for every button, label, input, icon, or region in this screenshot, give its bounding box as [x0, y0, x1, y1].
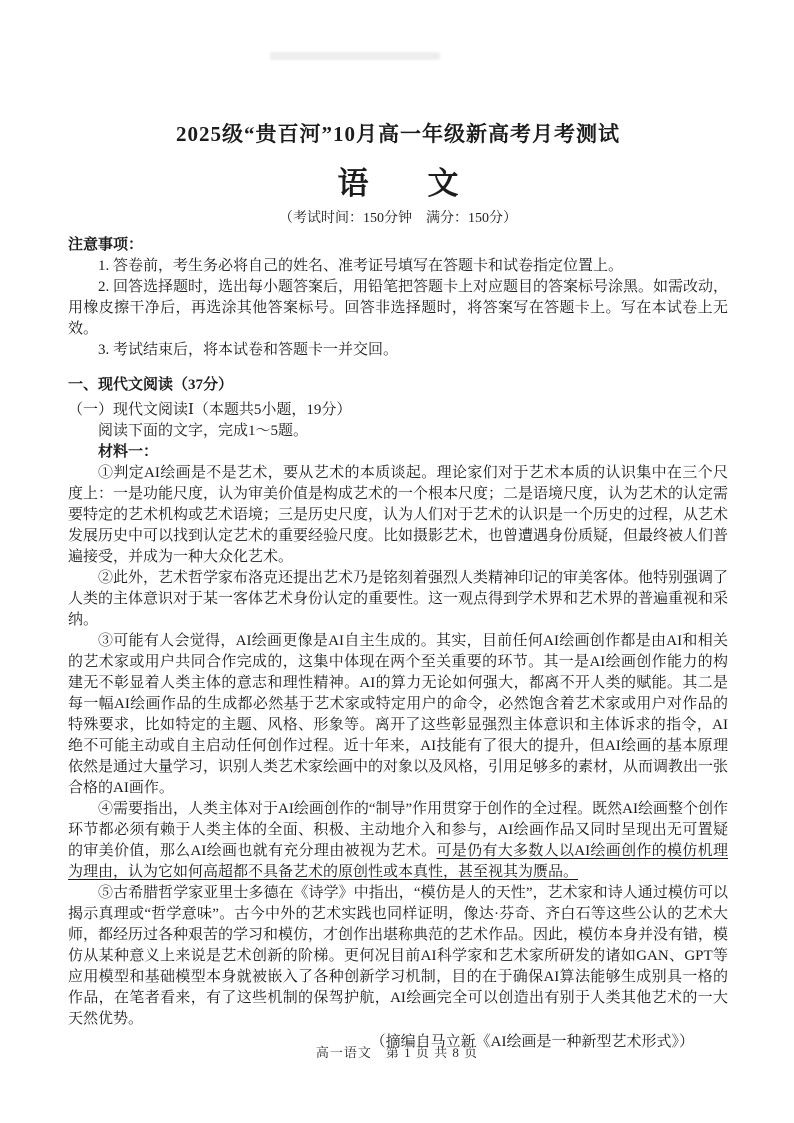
material-paragraph-1: ①判定AI绘画是不是艺术，要从艺术的本质谈起。理论家们对于艺术本质的认识集中在三个尺度上：一是功能尺度，认为审美价值是构成艺术的一个根本尺度；二是语境尺度，认为艺术的认定需要特定的艺术机构或艺术语境；三是历史尺度，认为人们对于艺术的认识是一个历史的过程，从艺术发展历史中可以找到认定艺术的重要经验尺度。比如摄影艺术，也曾遭遇身份质疑，但最终被人们普遍接受，并成为一种大众化艺术。	[68, 465, 729, 565]
reading-instruction: 阅读下面的文字，完成1～5题。	[98, 423, 309, 439]
exam-title: 2025级“贵百河”10月高一年级新高考月考测试	[176, 122, 620, 146]
material-paragraph-5: ⑤古希腊哲学家亚里士多德在《诗学》中指出，“模仿是人的天性”，艺术家和诗人通过模仿可以揭示真理或“哲学意味”。古今中外的艺术实践也同样证明，像达·芬奇、齐白石等这些公认的艺术大师，都经历过各种艰苦的学习和模仿，才创作出堪称典范的艺术作品。因此，模仿本身并没有错，模仿从某种意义上来说是艺术创新的阶梯。更何况目前AI科学家和艺术家所研发的诸如GAN、GPT等应用模型和基础模型本身就被嵌入了各种创新学习机制，目的在于确保AI算法能够生成别具一格的作品，在笔者看来，有了这些机制的保驾护航，AI绘画完全可以创造出有别于人类其他艺术的一大天然优势。	[68, 885, 729, 1027]
reading-section	[68, 375, 728, 1053]
source-attribution: （摘编自马立新《AI绘画是一种新型艺术形式》）	[370, 1034, 694, 1050]
exam-info: （考试时间：150分钟 满分：150分）	[279, 211, 517, 226]
subject-title: 语 文	[337, 166, 473, 201]
subsection-heading: （一）现代文阅读Ⅰ（本题共5小题，19分）	[68, 402, 352, 418]
scan-artifact	[270, 52, 440, 60]
notice-item-2: 2. 回答选择题时，选出每小题答案后，用铅笔把答题卡上对应题目的答案标号涂黑。如需改动，用橡皮擦干净后，再选涂其他答案标号。回答非选择题时，将答案写在答题卡上。写在本试卷上无效。	[68, 279, 729, 337]
material-label: 材料一：	[98, 444, 159, 460]
notice-section	[68, 235, 728, 361]
notice-heading: 注意事项：	[68, 237, 144, 253]
section-heading: 一、现代文阅读（37分）	[68, 377, 234, 393]
page-content	[68, 118, 728, 1053]
notice-item-3: 3. 考试结束后，将本试卷和答题卡一并交回。	[98, 342, 399, 358]
material-paragraph-4-underlined: 可是仍有大多数人以AI绘画创作的模仿机理为理由，认为它如何高超都不具备艺术的原创性或本真性，甚至视其为赝品。	[68, 843, 728, 880]
material-paragraph-2: ②此外，艺术哲学家布洛克还提出艺术乃是铭刻着强烈人类精神印记的审美客体。他特别强调了人类的主体意识对于某一客体艺术身份认定的重要性。这一观点得到学术界和艺术界的普遍重视和采纳。	[68, 570, 729, 628]
material-paragraph-3: ③可能有人会觉得，AI绘画更像是AI自主生成的。其实，目前任何AI绘画创作都是由AI和相关的艺术家或用户共同合作完成的，这集中体现在两个至关重要的环节。其一是AI绘画创作能力的构建无不彰显着人类主体的意志和理性精神。AI的算力无论如何强大，都离不开人类的赋能。其二是每一幅AI绘画作品的生成都必然基于艺术家或特定用户的命令，必然饱含着艺术家或用户对作品的特殊要求，比如特定的主题、风格、形象等。离开了这些彰显强烈主体意识和主体诉求的指令，AI绝不可能主动或自主启动任何创作过程。近十年来，AI技能有了很大的提升，但AI绘画的基本原理依然是通过大量学习，识别人类艺术家绘画中的对象以及风格，引用足够多的素材，从而调教出一张合格的AI画作。	[68, 633, 729, 796]
material-paragraph-4	[68, 799, 728, 883]
notice-item-1: 1. 答卷前，考生务必将自己的姓名、准考证号填写在答题卡和试卷指定位置上。	[98, 258, 624, 274]
material-paragraph-4-lead: ④需要指出，人类主体对于AI绘画创作的“制导”作用贯穿于创作的全过程。既然AI绘画整个创作环节都必须有赖于人类主体的全面、积极、主动地介入和参与，AI绘画作品又同时呈现出无可置疑的审美价值，那么AI绘画也就有充分理由被视为艺术。	[68, 801, 728, 859]
page-footer: 高一语文 第 1 页 共 8 页	[315, 1045, 479, 1060]
